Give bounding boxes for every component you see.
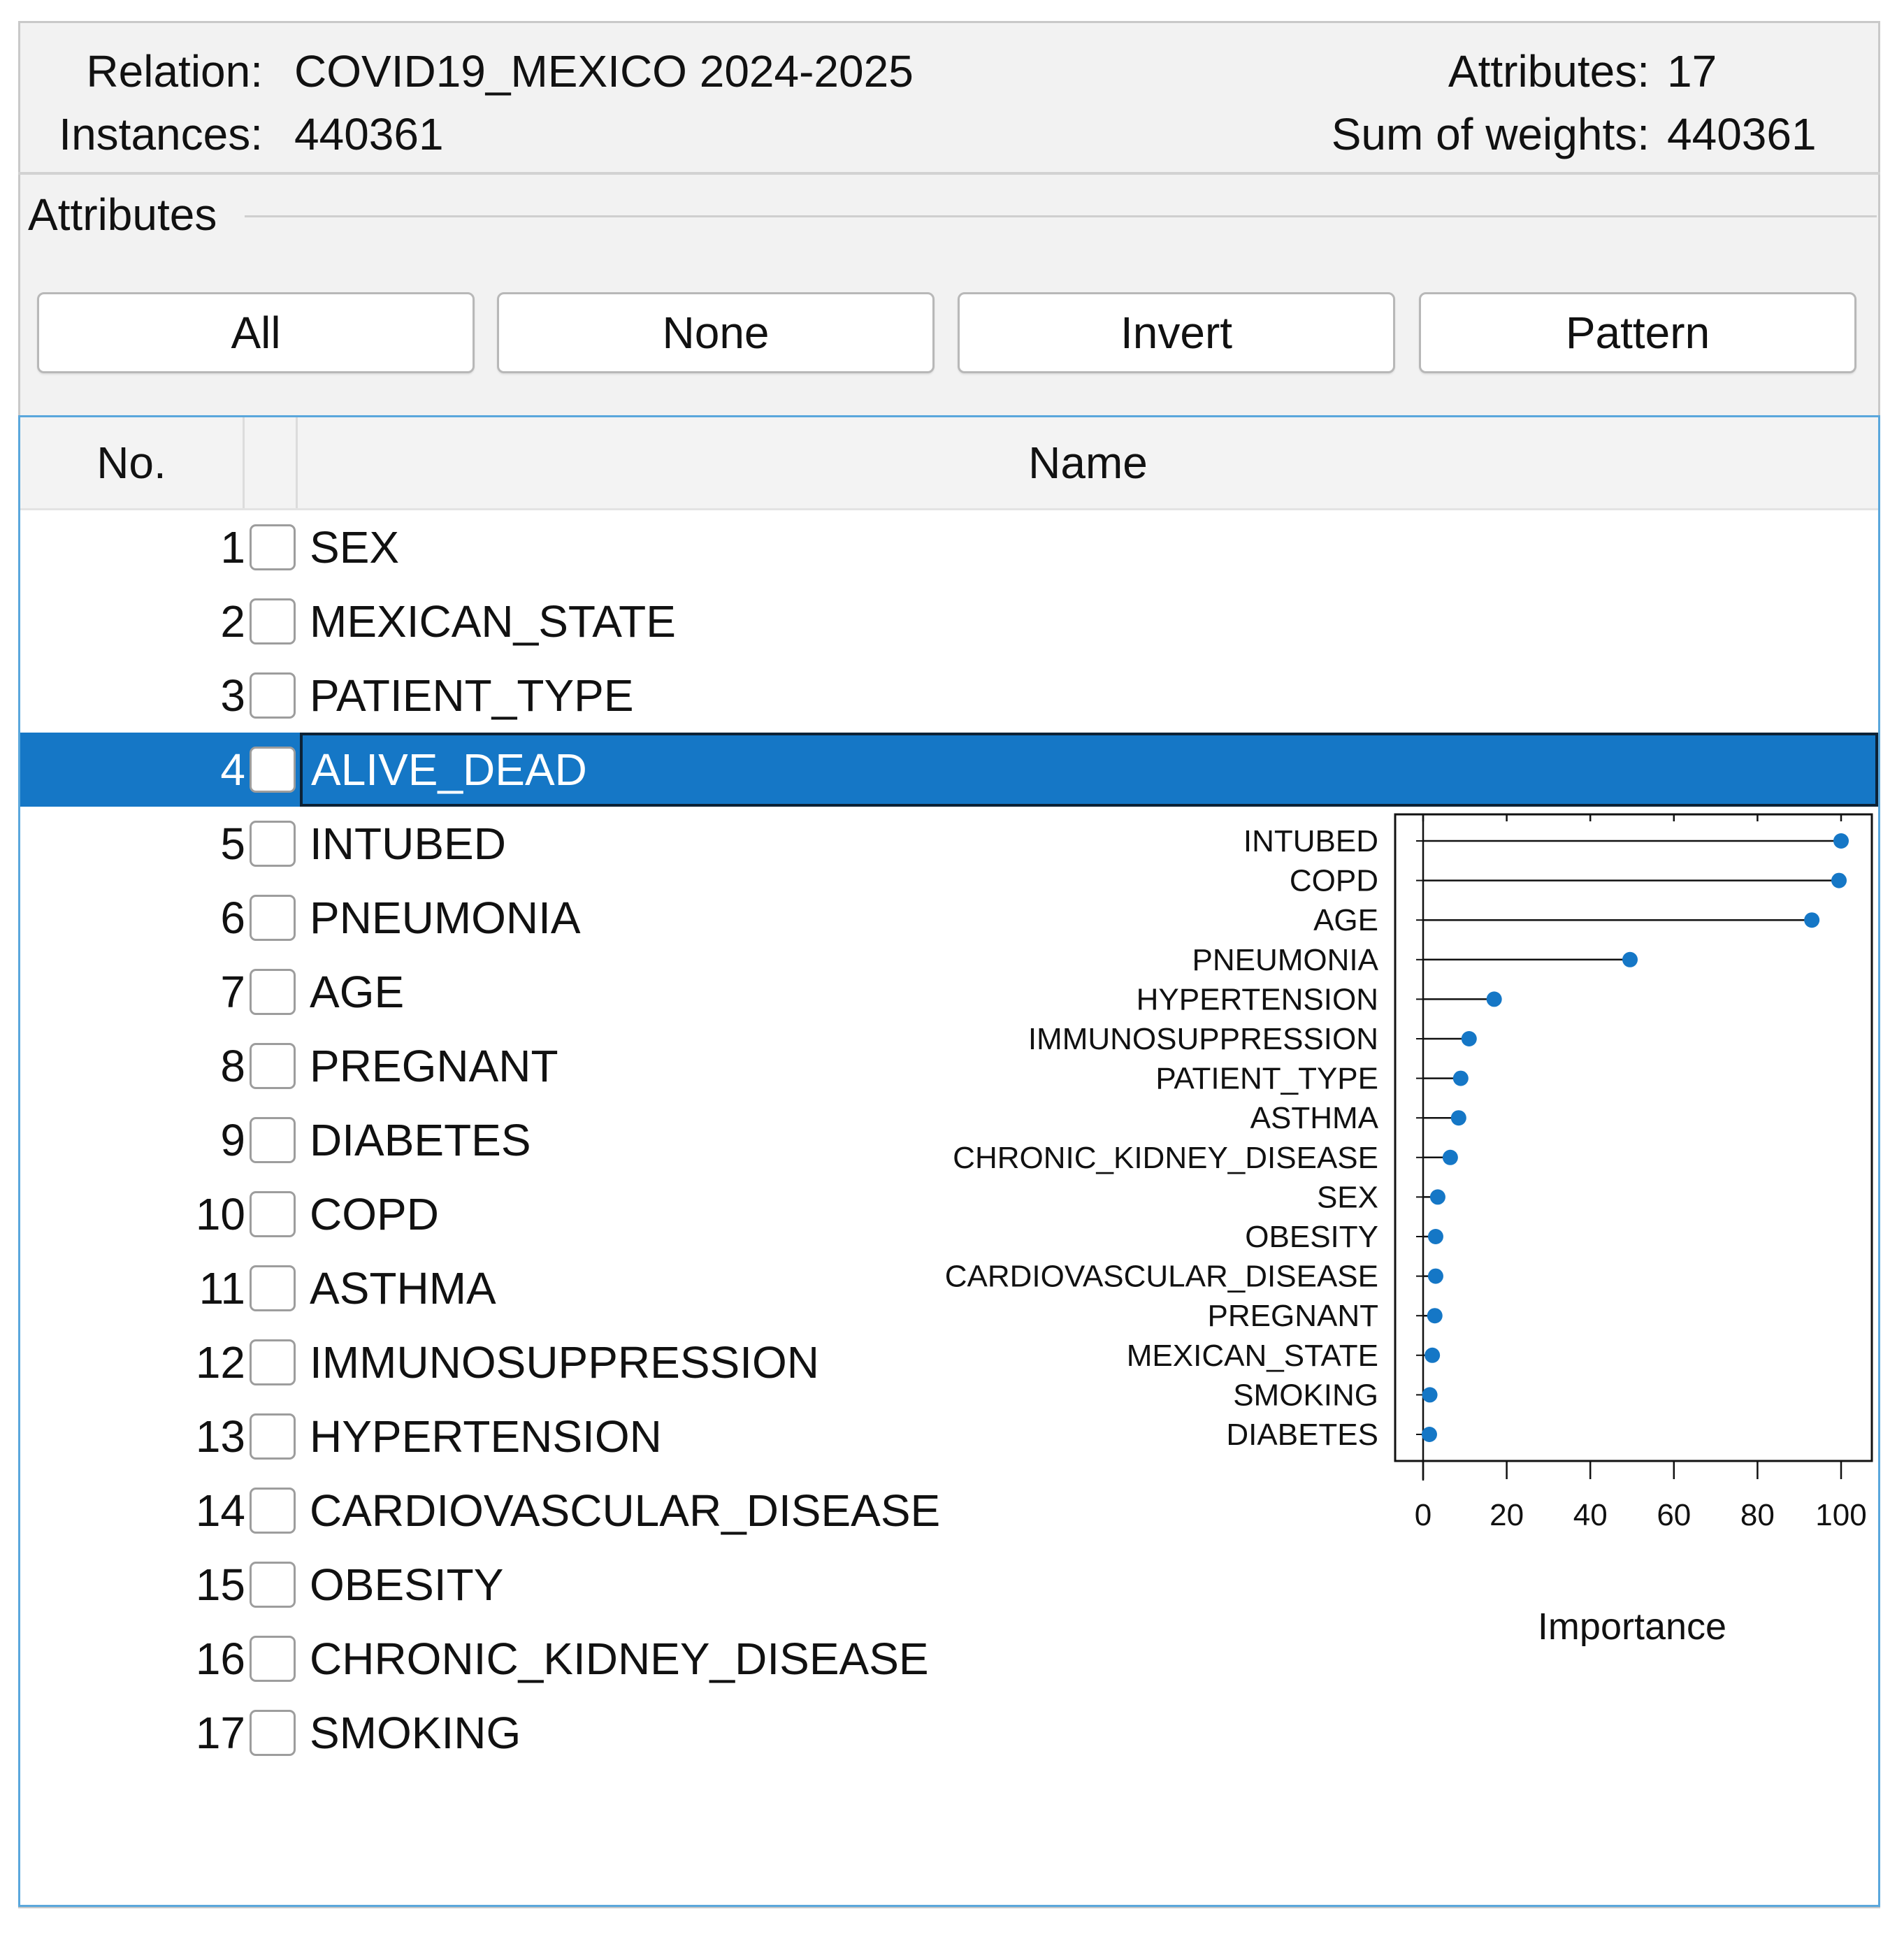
attribute-name: PNEUMONIA	[310, 893, 581, 943]
attributes-section-rule	[245, 215, 1877, 217]
lollipop-point	[1443, 1150, 1458, 1165]
attribute-name: SEX	[310, 522, 400, 573]
pattern-select-button[interactable]: Pattern	[1419, 292, 1856, 373]
row-number: 8	[220, 1041, 245, 1091]
attribute-name: ALIVE_DEAD	[300, 733, 1878, 807]
row-number: 5	[220, 819, 245, 869]
lollipop-point	[1428, 1269, 1443, 1284]
row-checkbox[interactable]	[250, 1636, 296, 1682]
lollipop-point	[1430, 1189, 1445, 1204]
row-checkbox[interactable]	[250, 1710, 296, 1756]
row-checkbox[interactable]	[250, 598, 296, 645]
table-row[interactable]	[20, 733, 1878, 807]
attributes-count-label: Attributes:	[1448, 46, 1650, 96]
x-tick-label: 40	[1573, 1498, 1608, 1532]
lollipop-point	[1422, 1387, 1438, 1402]
invert-selection-button[interactable]: Invert	[958, 292, 1395, 373]
attribute-name: OBESITY	[310, 1560, 504, 1610]
x-tick-label: 80	[1740, 1498, 1775, 1532]
row-number: 11	[199, 1263, 245, 1313]
attribute-name: PREGNANT	[310, 1041, 558, 1091]
select-none-button[interactable]: None	[497, 292, 935, 373]
relation-label: Relation:	[86, 46, 263, 96]
select-all-button[interactable]: All	[37, 292, 475, 373]
attribute-name: SMOKING	[310, 1708, 521, 1758]
row-checkbox[interactable]	[250, 1413, 296, 1460]
lollipop-point	[1833, 833, 1849, 849]
row-number: 16	[195, 1634, 245, 1684]
attribute-name: MEXICAN_STATE	[310, 596, 676, 647]
row-checkbox[interactable]	[250, 895, 296, 941]
category-label: CHRONIC_KIDNEY_DISEASE	[953, 1140, 1378, 1175]
row-number: 1	[220, 522, 245, 573]
importance-chart	[909, 807, 1880, 1646]
attributes-section-title: Attributes	[28, 189, 217, 240]
row-checkbox[interactable]	[250, 1339, 296, 1385]
lollipop-point	[1428, 1229, 1443, 1244]
sum-of-weights-value: 440361	[1667, 109, 1817, 159]
instances-label: Instances:	[59, 109, 263, 159]
row-checkbox[interactable]	[250, 1265, 296, 1311]
category-label: COPD	[1289, 863, 1378, 898]
lollipop-point	[1831, 873, 1847, 888]
category-label: SMOKING	[1233, 1378, 1378, 1413]
row-number: 10	[195, 1189, 245, 1239]
row-number: 15	[195, 1560, 245, 1610]
category-label: MEXICAN_STATE	[1126, 1338, 1378, 1373]
row-number: 2	[220, 596, 245, 647]
row-checkbox[interactable]	[250, 1562, 296, 1608]
row-number: 3	[220, 670, 245, 721]
x-tick-label: 0	[1414, 1498, 1432, 1532]
table-row[interactable]	[20, 658, 1878, 733]
lollipop-point	[1453, 1071, 1469, 1086]
relation-value: COVID19_MEXICO 2024-2025	[294, 46, 914, 96]
category-label: PATIENT_TYPE	[1155, 1061, 1378, 1096]
table-row[interactable]	[20, 584, 1878, 658]
x-axis-label: Importance	[1537, 1606, 1727, 1646]
attributes-count-value: 17	[1667, 46, 1717, 96]
table-header	[20, 417, 1878, 510]
lollipop-point	[1451, 1110, 1466, 1125]
x-tick-label: 100	[1815, 1498, 1867, 1532]
row-checkbox[interactable]	[250, 524, 296, 570]
row-number: 12	[195, 1337, 245, 1388]
header-divider	[18, 172, 1880, 175]
category-label: IMMUNOSUPPRESSION	[1027, 1022, 1378, 1056]
row-number: 9	[220, 1115, 245, 1165]
x-tick-label: 60	[1657, 1498, 1692, 1532]
row-number: 7	[220, 967, 245, 1017]
attribute-name: DIABETES	[310, 1115, 531, 1165]
row-number: 6	[220, 893, 245, 943]
lollipop-point	[1422, 1427, 1437, 1442]
row-checkbox[interactable]	[250, 672, 296, 719]
category-label: PNEUMONIA	[1192, 942, 1378, 977]
attribute-name: AGE	[310, 967, 405, 1017]
column-divider	[243, 417, 245, 508]
row-checkbox[interactable]	[250, 1117, 296, 1163]
category-label: INTUBED	[1243, 824, 1378, 858]
row-checkbox[interactable]	[250, 969, 296, 1015]
row-checkbox[interactable]	[250, 747, 296, 793]
lollipop-point	[1622, 952, 1638, 967]
column-header-name[interactable]: Name	[1028, 438, 1148, 488]
x-tick-label: 20	[1490, 1498, 1524, 1532]
row-number: 4	[220, 744, 245, 795]
plot-frame	[1395, 814, 1872, 1461]
column-header-no[interactable]: No.	[96, 438, 166, 488]
attribute-name: CARDIOVASCULAR_DISEASE	[310, 1485, 941, 1536]
sum-of-weights-label: Sum of weights:	[1331, 109, 1650, 159]
attribute-name: PATIENT_TYPE	[310, 670, 634, 721]
category-label: AGE	[1313, 903, 1378, 938]
row-number: 13	[195, 1411, 245, 1462]
category-label: SEX	[1316, 1180, 1378, 1215]
attribute-name: INTUBED	[310, 819, 506, 869]
row-number: 17	[195, 1708, 245, 1758]
table-row[interactable]	[20, 1696, 1878, 1770]
attribute-name: ASTHMA	[310, 1263, 496, 1313]
attribute-name: COPD	[310, 1189, 439, 1239]
category-label: OBESITY	[1245, 1220, 1378, 1254]
attribute-name: HYPERTENSION	[310, 1411, 662, 1462]
category-label: CARDIOVASCULAR_DISEASE	[944, 1259, 1378, 1294]
attribute-name: CHRONIC_KIDNEY_DISEASE	[310, 1634, 929, 1684]
row-checkbox[interactable]	[250, 1043, 296, 1089]
instances-value: 440361	[294, 109, 444, 159]
category-label: ASTHMA	[1250, 1101, 1378, 1136]
lollipop-point	[1804, 912, 1819, 928]
lollipop-point	[1425, 1348, 1440, 1363]
row-checkbox[interactable]	[250, 821, 296, 867]
lollipop-point	[1487, 991, 1502, 1007]
row-checkbox[interactable]	[250, 1488, 296, 1534]
category-label: PREGNANT	[1207, 1299, 1378, 1334]
lollipop-point	[1427, 1308, 1443, 1323]
row-number: 14	[195, 1485, 245, 1536]
row-checkbox[interactable]	[250, 1191, 296, 1237]
attribute-name: IMMUNOSUPPRESSION	[310, 1337, 819, 1388]
lollipop-point	[1462, 1031, 1477, 1046]
table-row[interactable]	[20, 510, 1878, 584]
category-label: HYPERTENSION	[1136, 982, 1378, 1017]
category-label: DIABETES	[1226, 1418, 1378, 1452]
